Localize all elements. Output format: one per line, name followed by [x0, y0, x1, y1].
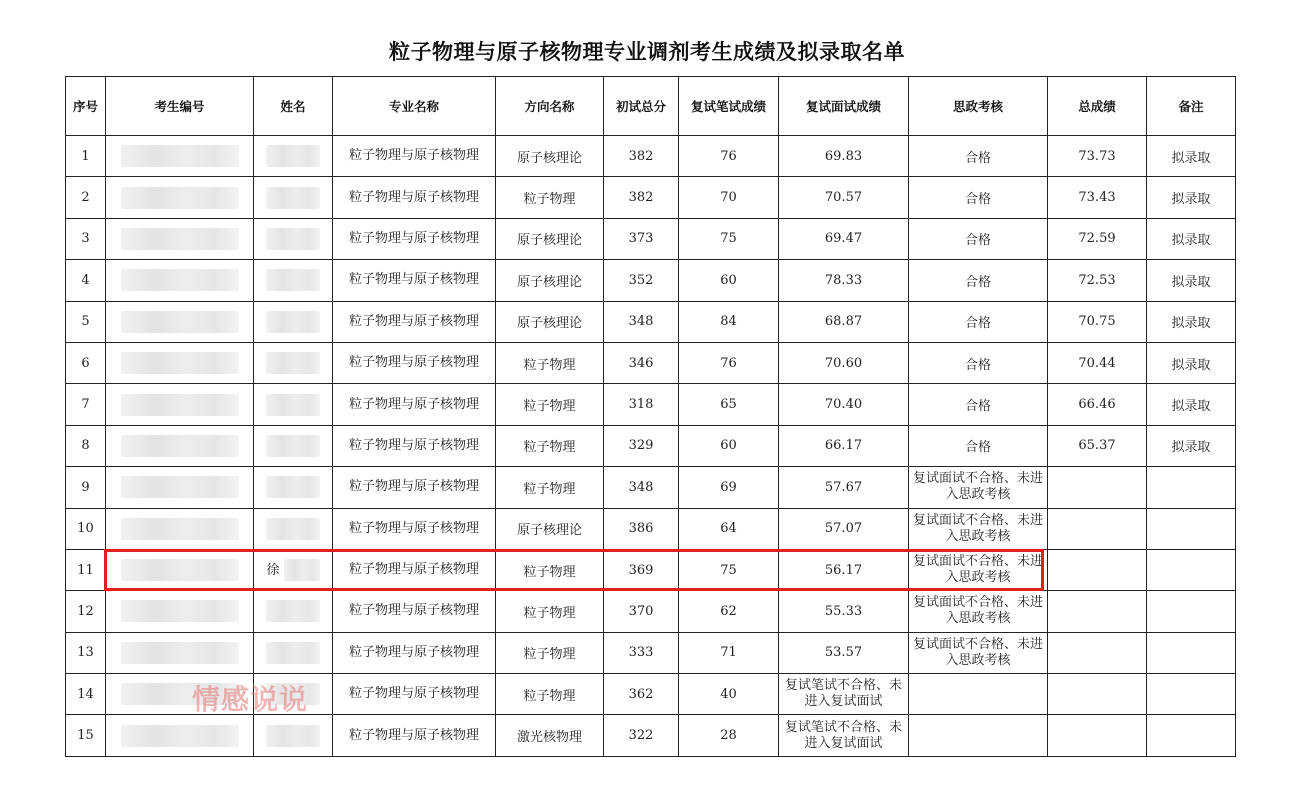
cell-political-review	[909, 715, 1048, 756]
header-name: 姓名	[254, 77, 333, 136]
cell-no: 6	[66, 342, 106, 383]
cell-name	[254, 508, 333, 549]
redacted-exam-id	[121, 352, 239, 374]
cell-political-review: 合格	[909, 136, 1048, 177]
cell-major: 粒子物理与原子核物理	[333, 674, 496, 715]
cell-name	[254, 218, 333, 259]
cell-exam-id	[106, 218, 254, 259]
redacted-name	[266, 311, 320, 333]
cell-remark: 拟录取	[1147, 425, 1236, 466]
cell-remark: 拟录取	[1147, 342, 1236, 383]
cell-no: 1	[66, 136, 106, 177]
cell-major: 粒子物理与原子核物理	[333, 591, 496, 632]
cell-initial-score: 382	[604, 136, 679, 177]
cell-interview-score: 69.47	[779, 218, 909, 259]
redacted-name	[266, 394, 320, 416]
cell-remark: 拟录取	[1147, 218, 1236, 259]
cell-no: 4	[66, 260, 106, 301]
redacted-name	[266, 600, 320, 622]
cell-initial-score: 348	[604, 301, 679, 342]
cell-no: 10	[66, 508, 106, 549]
table-row	[66, 301, 1236, 342]
cell-interview-score: 56.17	[779, 549, 909, 590]
cell-direction: 原子核理论	[496, 260, 604, 301]
cell-initial-score: 352	[604, 260, 679, 301]
table-row	[66, 591, 1236, 632]
header-exam-id: 考生编号	[106, 77, 254, 136]
cell-written-score: 75	[679, 549, 779, 590]
cell-remark: 拟录取	[1147, 177, 1236, 218]
cell-political-review: 合格	[909, 260, 1048, 301]
table-row	[66, 218, 1236, 259]
cell-exam-id	[106, 177, 254, 218]
cell-exam-id	[106, 425, 254, 466]
redacted-name	[266, 228, 320, 250]
cell-name	[254, 177, 333, 218]
header-total-score: 总成绩	[1048, 77, 1147, 136]
cell-no: 7	[66, 384, 106, 425]
cell-written-score: 76	[679, 136, 779, 177]
cell-initial-score: 386	[604, 508, 679, 549]
cell-total-score	[1048, 467, 1147, 508]
cell-no: 11	[66, 549, 106, 590]
cell-direction: 原子核理论	[496, 218, 604, 259]
cell-written-score: 76	[679, 342, 779, 383]
cell-exam-id	[106, 632, 254, 673]
cell-interview-score: 57.07	[779, 508, 909, 549]
cell-no: 14	[66, 674, 106, 715]
cell-political-review: 复试面试不合格、未进入思政考核	[909, 549, 1048, 590]
cell-major: 粒子物理与原子核物理	[333, 549, 496, 590]
header-interview-score: 复试面试成绩	[779, 77, 909, 136]
cell-direction: 粒子物理	[496, 342, 604, 383]
cell-written-score: 64	[679, 508, 779, 549]
cell-name	[254, 136, 333, 177]
cell-total-score	[1048, 715, 1147, 756]
cell-name	[254, 425, 333, 466]
redacted-exam-id	[121, 187, 239, 209]
cell-remark: 拟录取	[1147, 301, 1236, 342]
redacted-name	[266, 642, 320, 664]
cell-no: 12	[66, 591, 106, 632]
table-header-row	[66, 77, 1236, 136]
cell-interview-score: 57.67	[779, 467, 909, 508]
cell-written-score: 28	[679, 715, 779, 756]
redacted-name	[266, 435, 320, 457]
cell-no: 3	[66, 218, 106, 259]
cell-name	[254, 301, 333, 342]
cell-remark: 拟录取	[1147, 384, 1236, 425]
table-row	[66, 136, 1236, 177]
cell-exam-id	[106, 508, 254, 549]
cell-initial-score: 362	[604, 674, 679, 715]
table-row	[66, 632, 1236, 673]
cell-remark	[1147, 715, 1236, 756]
cell-political-review: 合格	[909, 301, 1048, 342]
header-written-score: 复试笔试成绩	[679, 77, 779, 136]
cell-name	[254, 549, 333, 590]
cell-interview-score: 复试笔试不合格、未进入复试面试	[779, 715, 909, 756]
redacted-name	[266, 518, 320, 540]
cell-political-review: 复试面试不合格、未进入思政考核	[909, 632, 1048, 673]
cell-direction: 粒子物理	[496, 632, 604, 673]
cell-political-review: 复试面试不合格、未进入思政考核	[909, 467, 1048, 508]
header-major: 专业名称	[333, 77, 496, 136]
header-political-review: 思政考核	[909, 77, 1048, 136]
table-row	[66, 342, 1236, 383]
cell-direction: 原子核理论	[496, 508, 604, 549]
table-row	[66, 549, 1236, 590]
cell-major: 粒子物理与原子核物理	[333, 301, 496, 342]
cell-direction: 粒子物理	[496, 425, 604, 466]
redacted-name	[266, 476, 320, 498]
table-row	[66, 425, 1236, 466]
cell-exam-id	[106, 715, 254, 756]
table-row	[66, 715, 1236, 756]
redacted-exam-id	[121, 600, 239, 622]
cell-interview-score: 70.40	[779, 384, 909, 425]
cell-major: 粒子物理与原子核物理	[333, 632, 496, 673]
watermark: 情感说说	[192, 683, 309, 716]
cell-direction: 原子核理论	[496, 136, 604, 177]
redacted-exam-id	[121, 683, 239, 705]
redacted-name	[284, 559, 320, 581]
table-row	[66, 260, 1236, 301]
redacted-name	[266, 145, 320, 167]
cell-interview-score: 69.83	[779, 136, 909, 177]
cell-written-score: 71	[679, 632, 779, 673]
cell-name	[254, 591, 333, 632]
redacted-exam-id	[121, 559, 239, 581]
redacted-name	[266, 352, 320, 374]
cell-total-score: 73.73	[1048, 136, 1147, 177]
cell-written-score: 65	[679, 384, 779, 425]
cell-no: 2	[66, 177, 106, 218]
cell-exam-id	[106, 301, 254, 342]
cell-political-review: 合格	[909, 384, 1048, 425]
cell-interview-score: 70.60	[779, 342, 909, 383]
cell-total-score: 70.75	[1048, 301, 1147, 342]
redacted-name	[266, 725, 320, 747]
cell-initial-score: 382	[604, 177, 679, 218]
cell-direction: 粒子物理	[496, 549, 604, 590]
cell-remark	[1147, 632, 1236, 673]
cell-major: 粒子物理与原子核物理	[333, 384, 496, 425]
redacted-name	[266, 269, 320, 291]
cell-major: 粒子物理与原子核物理	[333, 425, 496, 466]
cell-name	[254, 467, 333, 508]
cell-major: 粒子物理与原子核物理	[333, 467, 496, 508]
cell-remark: 拟录取	[1147, 260, 1236, 301]
cell-interview-score: 78.33	[779, 260, 909, 301]
table-row	[66, 467, 1236, 508]
header-direction: 方向名称	[496, 77, 604, 136]
redacted-exam-id	[121, 725, 239, 747]
cell-direction: 粒子物理	[496, 384, 604, 425]
cell-name	[254, 632, 333, 673]
cell-initial-score: 322	[604, 715, 679, 756]
cell-major: 粒子物理与原子核物理	[333, 136, 496, 177]
cell-major: 粒子物理与原子核物理	[333, 342, 496, 383]
cell-exam-id	[106, 260, 254, 301]
table-row	[66, 177, 1236, 218]
cell-initial-score: 369	[604, 549, 679, 590]
cell-direction: 粒子物理	[496, 674, 604, 715]
cell-political-review: 复试面试不合格、未进入思政考核	[909, 591, 1048, 632]
redacted-exam-id	[121, 311, 239, 333]
redacted-name	[266, 187, 320, 209]
cell-name	[254, 715, 333, 756]
cell-no: 9	[66, 467, 106, 508]
cell-total-score: 70.44	[1048, 342, 1147, 383]
cell-name	[254, 342, 333, 383]
table-row	[66, 674, 1236, 715]
cell-written-score: 69	[679, 467, 779, 508]
cell-exam-id	[106, 342, 254, 383]
cell-total-score	[1048, 508, 1147, 549]
cell-remark	[1147, 549, 1236, 590]
cell-written-score: 40	[679, 674, 779, 715]
cell-name	[254, 384, 333, 425]
cell-direction: 粒子物理	[496, 591, 604, 632]
cell-written-score: 62	[679, 591, 779, 632]
table-row	[66, 384, 1236, 425]
cell-exam-id	[106, 591, 254, 632]
cell-name	[254, 674, 333, 715]
cell-major: 粒子物理与原子核物理	[333, 218, 496, 259]
cell-written-score: 70	[679, 177, 779, 218]
cell-major: 粒子物理与原子核物理	[333, 715, 496, 756]
cell-total-score	[1048, 674, 1147, 715]
cell-remark	[1147, 467, 1236, 508]
cell-total-score: 72.53	[1048, 260, 1147, 301]
cell-total-score: 66.46	[1048, 384, 1147, 425]
cell-name	[254, 260, 333, 301]
header-no: 序号	[66, 77, 106, 136]
name-visible-char: 徐	[266, 562, 280, 578]
cell-no: 13	[66, 632, 106, 673]
cell-political-review: 复试面试不合格、未进入思政考核	[909, 508, 1048, 549]
header-initial-score: 初试总分	[604, 77, 679, 136]
cell-major: 粒子物理与原子核物理	[333, 508, 496, 549]
cell-interview-score: 53.57	[779, 632, 909, 673]
cell-initial-score: 370	[604, 591, 679, 632]
cell-initial-score: 329	[604, 425, 679, 466]
redacted-exam-id	[121, 518, 239, 540]
cell-direction: 原子核理论	[496, 301, 604, 342]
table-row	[66, 508, 1236, 549]
cell-political-review: 合格	[909, 342, 1048, 383]
cell-total-score: 65.37	[1048, 425, 1147, 466]
cell-political-review: 合格	[909, 425, 1048, 466]
cell-no: 8	[66, 425, 106, 466]
cell-direction: 激光核物理	[496, 715, 604, 756]
cell-initial-score: 348	[604, 467, 679, 508]
cell-total-score	[1048, 632, 1147, 673]
redacted-name	[266, 683, 320, 705]
redacted-exam-id	[121, 642, 239, 664]
cell-interview-score: 70.57	[779, 177, 909, 218]
cell-total-score: 72.59	[1048, 218, 1147, 259]
cell-interview-score: 55.33	[779, 591, 909, 632]
cell-direction: 粒子物理	[496, 177, 604, 218]
cell-political-review: 合格	[909, 177, 1048, 218]
cell-exam-id	[106, 384, 254, 425]
cell-initial-score: 318	[604, 384, 679, 425]
score-table	[65, 76, 1236, 757]
cell-major: 粒子物理与原子核物理	[333, 177, 496, 218]
cell-written-score: 75	[679, 218, 779, 259]
cell-total-score: 73.43	[1048, 177, 1147, 218]
redacted-exam-id	[121, 228, 239, 250]
redacted-exam-id	[121, 145, 239, 167]
cell-no: 15	[66, 715, 106, 756]
cell-major: 粒子物理与原子核物理	[333, 260, 496, 301]
redacted-exam-id	[121, 435, 239, 457]
cell-remark	[1147, 591, 1236, 632]
cell-direction: 粒子物理	[496, 467, 604, 508]
cell-initial-score: 333	[604, 632, 679, 673]
redacted-exam-id	[121, 269, 239, 291]
cell-exam-id	[106, 549, 254, 590]
redacted-exam-id	[121, 394, 239, 416]
cell-initial-score: 346	[604, 342, 679, 383]
cell-interview-score: 68.87	[779, 301, 909, 342]
cell-remark: 拟录取	[1147, 136, 1236, 177]
cell-remark	[1147, 674, 1236, 715]
cell-written-score: 60	[679, 425, 779, 466]
header-remark: 备注	[1147, 77, 1236, 136]
cell-interview-score: 66.17	[779, 425, 909, 466]
cell-exam-id	[106, 136, 254, 177]
cell-total-score	[1048, 549, 1147, 590]
cell-initial-score: 373	[604, 218, 679, 259]
cell-interview-score: 复试笔试不合格、未进入复试面试	[779, 674, 909, 715]
cell-written-score: 60	[679, 260, 779, 301]
cell-no: 5	[66, 301, 106, 342]
cell-exam-id	[106, 674, 254, 715]
cell-remark	[1147, 508, 1236, 549]
cell-exam-id	[106, 467, 254, 508]
cell-total-score	[1048, 591, 1147, 632]
document-title: 粒子物理与原子核物理专业调剂考生成绩及拟录取名单	[389, 40, 905, 64]
redacted-exam-id	[121, 476, 239, 498]
cell-political-review: 合格	[909, 218, 1048, 259]
cell-political-review	[909, 674, 1048, 715]
cell-written-score: 84	[679, 301, 779, 342]
